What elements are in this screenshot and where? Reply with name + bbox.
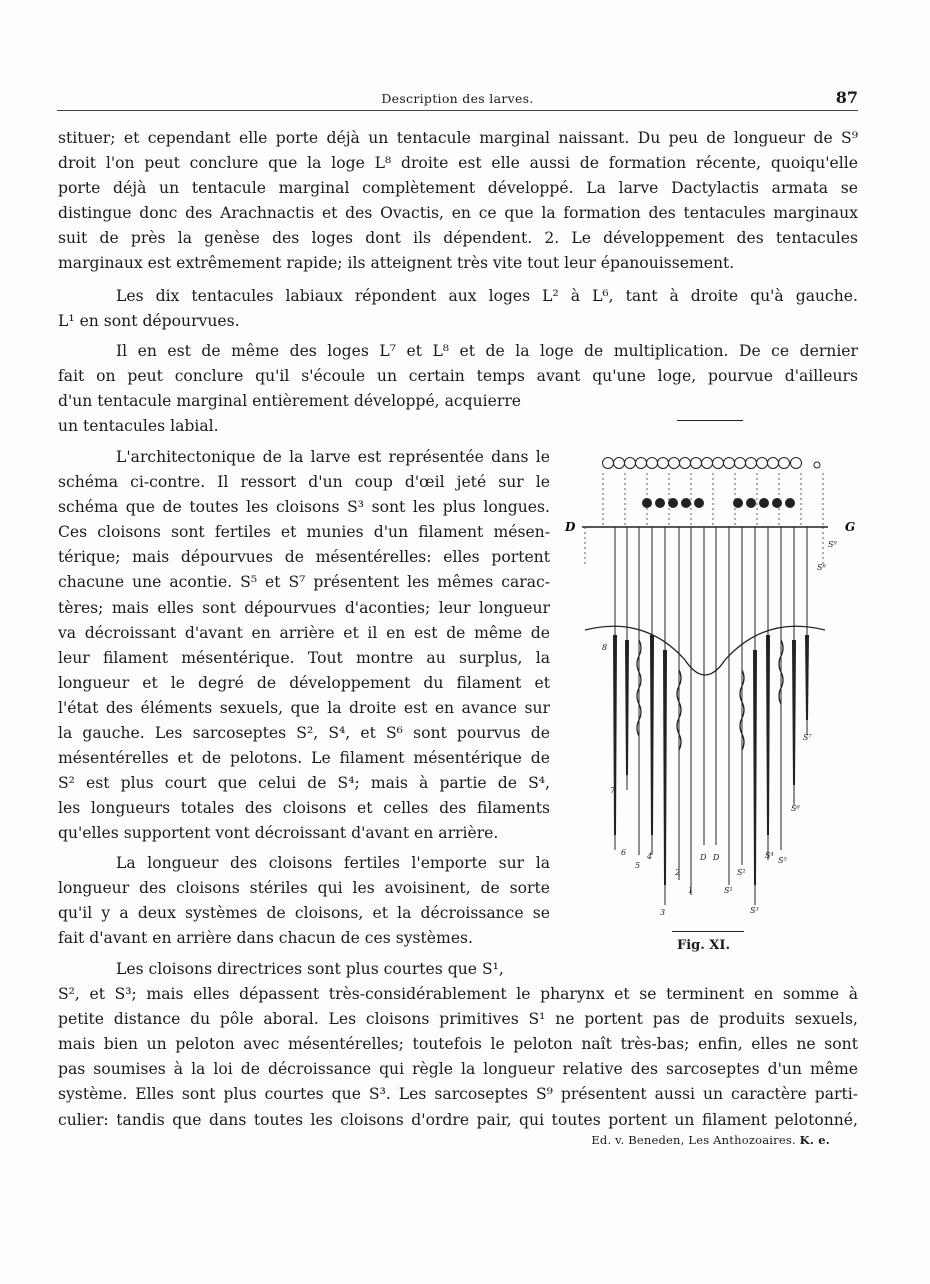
text-line: les longueurs totales des cloisons et celles des filaments <box>58 799 550 818</box>
text-line: La longueur des cloisons fertiles l'emporte sur la <box>116 854 550 872</box>
text-line: longueur et le degré de développement du filament et <box>58 673 550 692</box>
svg-text:S⁷: S⁷ <box>803 733 812 742</box>
running-title: Description des larves. <box>381 91 534 106</box>
footer-citation-text: Ed. v. Beneden, Les Anthozoaires. <box>591 1133 800 1147</box>
text-line: chacune une acontie. S⁵ et S⁷ présentent les mêmes carac- <box>58 573 550 592</box>
svg-text:S⁹: S⁹ <box>828 540 837 549</box>
text-line: distingue donc des Arachnactis et des Ovactis, en ce que la formation des tentacules marginaux <box>58 204 858 223</box>
svg-text:5: 5 <box>635 861 641 870</box>
pharynx-outline <box>585 626 825 675</box>
text-line: stituer; et cependant elle porte déjà un tentacule marginal naissant. Du peu de longueur de S⁹ <box>58 129 858 147</box>
text-line: térique; mais dépourvues de mésentérelles: elles portent <box>58 548 550 567</box>
figure-caption: Fig. XI. <box>677 938 731 953</box>
text-line: Il en est de même des loges L⁷ et L⁸ et de la loge de multiplication. De ce dernier <box>116 342 858 360</box>
text-line: L¹ en sont dépourvues. <box>58 312 240 331</box>
page-header <box>57 88 858 111</box>
figure-xi-diagram <box>555 415 855 960</box>
figure-label-g: G <box>845 520 855 534</box>
septa-lines <box>615 527 807 685</box>
text-line: longueur des cloisons stériles qui les avoisinent, de sorte <box>58 879 550 898</box>
text-line: un tentacules labial. <box>58 417 219 436</box>
paragraph-4 <box>58 445 550 847</box>
text-line: schéma ci-contre. Il ressort d'un coup d'œil jeté sur le <box>58 473 550 492</box>
svg-text:S³: S³ <box>750 906 759 915</box>
svg-text:S⁵: S⁵ <box>778 856 787 865</box>
text-line: l'état des éléments sexuels, que la droite est en avance sur <box>58 698 550 717</box>
marginal-tentacle-circles <box>603 458 821 469</box>
text-line: Les dix tentacules labiaux répondent aux loges L² à L⁶, tant à droite qu'à gauche. <box>116 287 858 305</box>
svg-text:7: 7 <box>610 786 616 795</box>
svg-text:S¹: S¹ <box>724 886 733 895</box>
text-line: S², et S³; mais elles dépassent très-considérablement le pharynx et se terminent en somme à <box>58 985 858 1004</box>
text-line: S² est plus court que celui de S⁴; mais à partie de S⁴, <box>58 774 550 793</box>
text-line: qu'elles supportent vont décroissant d'avant en arrière. <box>58 824 499 843</box>
paragraph-6 <box>58 957 858 1133</box>
text-line: tères; mais elles sont dépourvues d'aconties; leur longueur <box>58 598 550 617</box>
svg-text:6: 6 <box>621 848 627 857</box>
svg-text:D: D <box>713 853 720 862</box>
text-line: mésentérelles et de pelotons. Le filament mésentérique de <box>58 749 550 768</box>
svg-text:D: D <box>700 853 707 862</box>
svg-text:4: 4 <box>647 852 653 861</box>
svg-text:S⁴: S⁴ <box>765 851 774 860</box>
page-number: 87 <box>835 88 858 107</box>
text-line: Les cloisons directrices sont plus courtes que S¹, <box>116 960 504 978</box>
text-line: marginaux est extrêmement rapide; ils atteignent très vite tout leur épanouissement. <box>58 254 735 273</box>
text-line: fait on peut conclure qu'il s'écoule un certain temps avant qu'une loge, pourvue d'ailleurs <box>58 367 858 386</box>
signature-mark: K. e. <box>799 1133 830 1147</box>
paragraph-5 <box>58 851 550 951</box>
text-line: va décroissant d'avant en arrière et il en est de même de <box>58 623 550 642</box>
svg-text:1: 1 <box>688 886 694 895</box>
text-line: fait d'avant en arrière dans chacun de ces systèmes. <box>58 929 474 948</box>
labial-tentacle-dots <box>642 498 795 508</box>
svg-text:S²: S² <box>737 868 746 877</box>
figure-label-d: D <box>565 520 576 534</box>
text-line: Ces cloisons sont fertiles et munies d'un filament mésen- <box>58 523 550 542</box>
paragraph-2 <box>58 284 858 334</box>
footer-citation <box>530 1133 830 1147</box>
mesenteric-filaments <box>613 635 809 885</box>
svg-text:S⁸: S⁸ <box>817 563 826 572</box>
text-line: porte déjà un tentacule marginal complètement développé. La larve Dactylactis armata se <box>58 179 858 198</box>
text-line: schéma que de toutes les cloisons S³ sont les plus longues. <box>58 498 550 517</box>
text-line: pas soumises à la loi de décroissance qui règle la longueur relative des sarcoseptes d'un même <box>58 1060 858 1079</box>
text-line: culier: tandis que dans toutes les cloisons d'ordre pair, qui toutes portent un filament pelotonné, <box>58 1110 858 1129</box>
text-line: d'un tentacule marginal entièrement développé, acquierre <box>58 392 522 411</box>
paragraph-1 <box>58 126 858 277</box>
text-line: la gauche. Les sarcoseptes S², S⁴, et S⁶ sont pourvus de <box>58 724 550 743</box>
svg-text:2: 2 <box>675 868 681 877</box>
text-line: droit l'on peut conclure que la loge L⁸ droite est elle aussi de formation récente, quoiqu'elle <box>58 154 858 173</box>
caption-rule <box>672 931 744 932</box>
text-line: L'architectonique de la larve est représentée dans le <box>116 448 550 466</box>
text-line: petite distance du pôle aboral. Les cloisons primitives S¹ ne portent pas de produits sexuels, <box>58 1010 858 1029</box>
text-line: suit de près la genèse des loges dont ils dépendent. 2. Le développement des tentacules <box>58 229 858 248</box>
svg-text:S⁶: S⁶ <box>791 804 800 813</box>
text-line: système. Elles sont plus courtes que S³. Les sarcoseptes S⁹ présentent aussi un caractère parti- <box>58 1085 858 1104</box>
svg-text:3: 3 <box>660 908 666 917</box>
text-line: mais bien un peloton avec mésentérelles; toutefois le peloton naît très-bas; enfin, elles ne sont <box>58 1035 858 1054</box>
wavy-pelotons <box>637 640 783 750</box>
svg-text:8: 8 <box>602 643 608 652</box>
text-line: qu'il y a deux systèmes de cloisons, et la décroissance se <box>58 904 550 923</box>
text-line: leur filament mésentérique. Tout montre au surplus, la <box>58 648 550 667</box>
